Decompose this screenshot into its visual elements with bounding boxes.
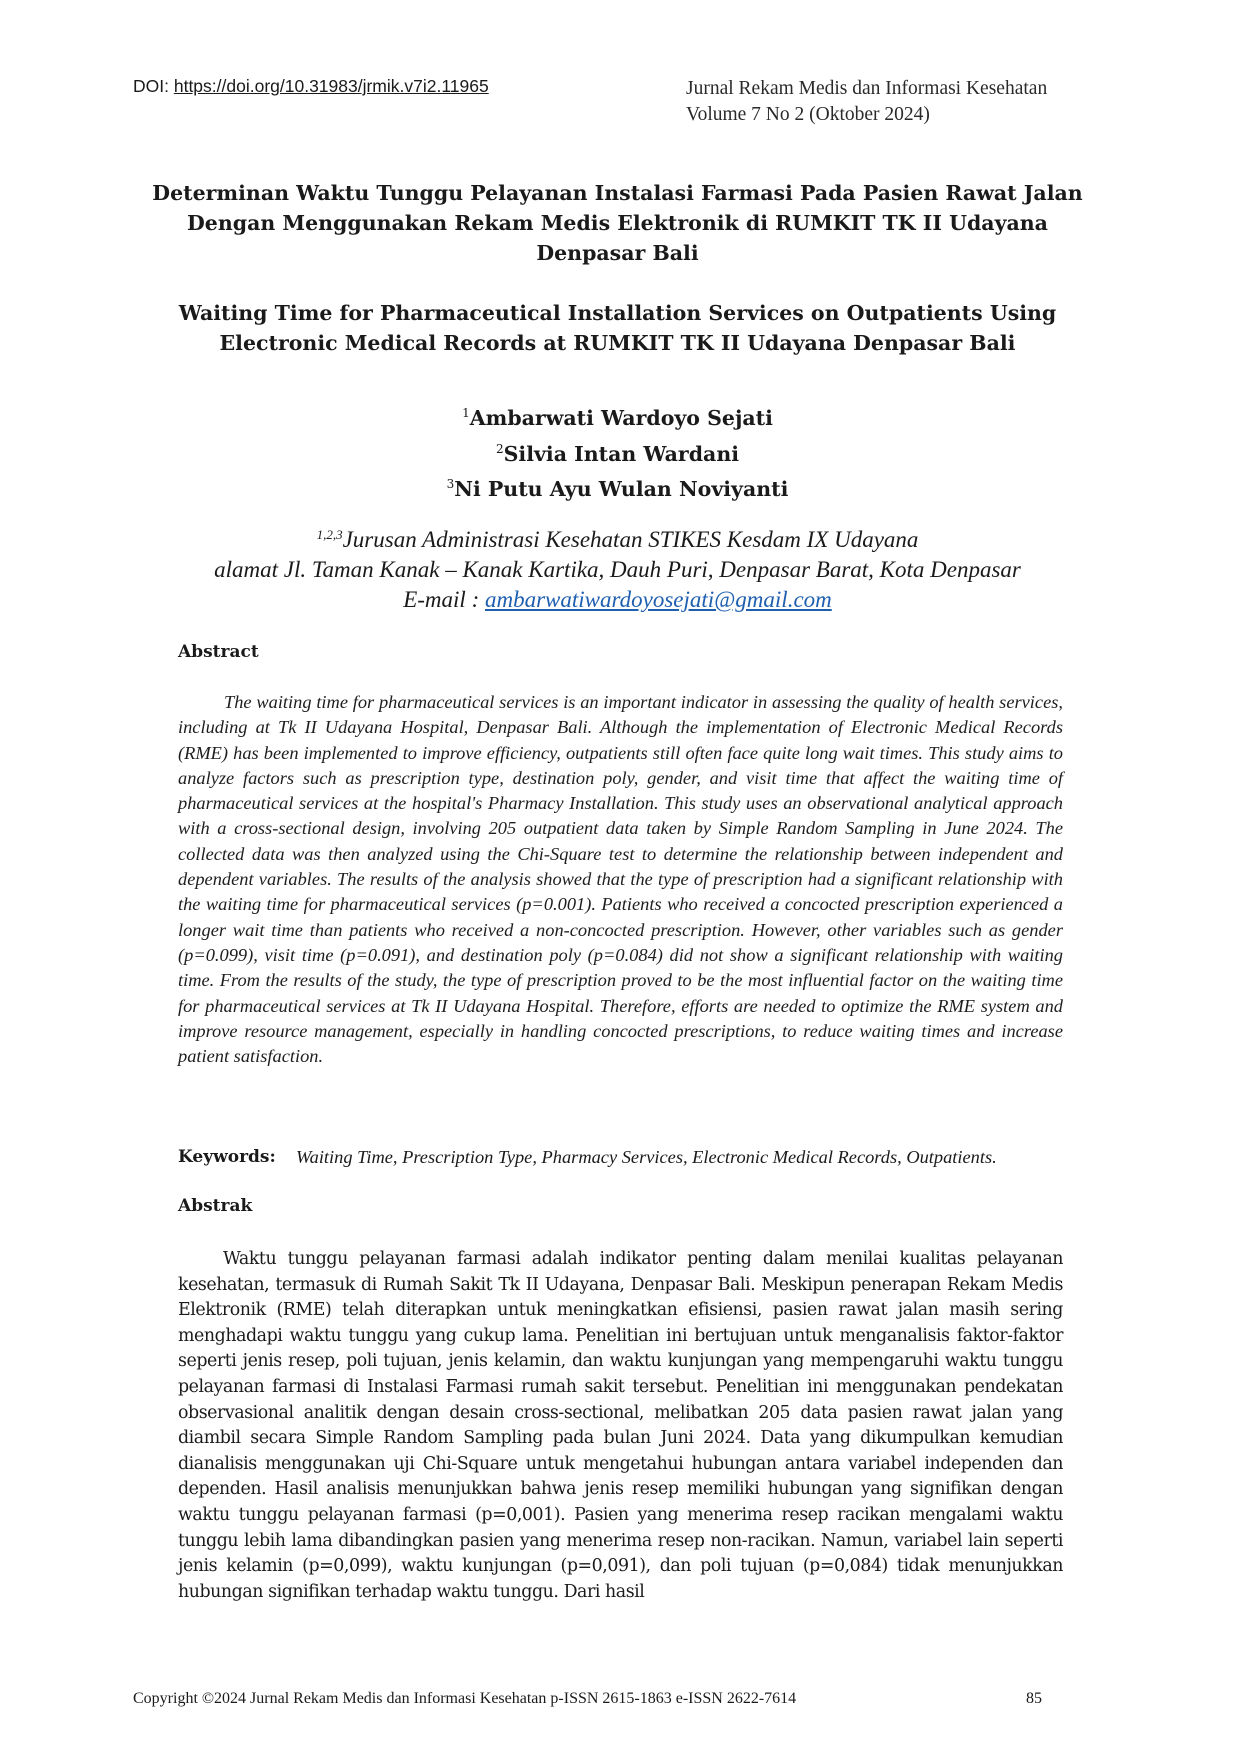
abstrak-heading: Abstrak (178, 1196, 253, 1216)
affiliation-email-line (150, 585, 1085, 615)
keywords-label: Keywords: (178, 1147, 276, 1167)
author (150, 469, 1085, 505)
abstract-heading: Abstract (178, 642, 259, 662)
author-name: Ambarwati Wardoyo Sejati (469, 406, 773, 430)
journal-volume: Volume 7 No 2 (Oktober 2024) (686, 104, 930, 125)
doi-line (133, 76, 489, 97)
affiliation (150, 520, 1085, 615)
author-superscript: 1 (462, 406, 470, 420)
author-list (150, 398, 1085, 505)
author (150, 434, 1085, 470)
journal-info (686, 76, 1047, 128)
affiliation-institution-line (150, 520, 1085, 555)
abstract-text: The waiting time for pharmaceutical services is an important indicator in assessing the quality of health services, including at Tk II Udayana Hospital, Denpasar Bali. Although the implementation of Electronic Medical Records (RME) has been implemented to improve efficiency, outpatients still often face quite long wait times. This study aims to analyze factors such as prescription type, destination poly, gender, and visit time that affect the waiting time of pharmaceutical services at the hospital's Pharmacy Installation. This study uses an observational analytical approach with a cross-sectional design, involving 205 outpatient data taken by Simple Random Sampling in June 2024. The collected data was then analyzed using the Chi-Square test to determine the relationship between independent and dependent variables. The results of the analysis showed that the type of prescription had a significant relationship with the waiting time for pharmaceutical services (p=0.001). Patients who received a concocted prescription experienced a longer wait time than patients who received a non-concocted prescription. However, other variables such as gender (p=0.099), visit time (p=0.091), and destination poly (p=0.084) did not show a significant relationship with waiting time. From the results of the study, the type of prescription proved to be the most influential factor on the waiting time for pharmaceutical services at Tk II Udayana Hospital. Therefore, efforts are needed to optimize the RME system and improve resource management, especially in handling concocted prescriptions, to reduce waiting times and increase patient satisfaction. (178, 692, 1063, 1067)
abstrak-text: Waktu tunggu pelayanan farmasi adalah indikator penting dalam menilai kualitas pelayanan kesehatan, termasuk di Rumah Sakit Tk II Udayana, Denpasar Bali. Meskipun penerapan Rekam Medis Elektronik (RME) telah diterapkan untuk meningkatkan efisiensi, pasien rawat jalan masih sering menghadapi waktu tunggu yang cukup lama. Penelitian ini bertujuan untuk menganalisis faktor-faktor seperti jenis resep, poli tujuan, jenis kelamin, dan waktu kunjungan yang mempengaruhi waktu tunggu pelayanan farmasi di Instalasi Farmasi rumah sakit tersebut. Penelitian ini menggunakan pendekatan observasional analitik dengan desain cross-sectional, melibatkan 205 data pasien rawat jalan yang diambil secara Simple Random Sampling pada bulan Juni 2024. Data yang dikumpulkan kemudian dianalisis menggunakan uji Chi-Square untuk mengetahui hubungan antara variabel independen dan dependen. Hasil analisis menunjukkan bahwa jenis resep memiliki hubungan yang signifikan dengan waktu tunggu pelayanan farmasi (p=0,001). Pasien yang menerima resep racikan mengalami waktu tunggu lebih lama dibandingkan pasien yang menerima resep non-racikan. Namun, variabel lain seperti jenis kelamin (p=0,099), waktu kunjungan (p=0,091), dan poli tujuan (p=0,084) tidak menunjukkan hubungan signifikan terhadap waktu tunggu. Dari hasil (178, 1249, 1063, 1602)
page-number: 85 (1026, 1690, 1042, 1707)
affiliation-superscript: 1,2,3 (316, 527, 343, 542)
email-link[interactable]: ambarwatiwardoyosejati@gmail.com (484, 587, 832, 612)
author-name: Silvia Intan Wardani (503, 441, 740, 466)
doi-label: DOI: (133, 76, 174, 96)
affiliation-address: alamat Jl. Taman Kanak – Kanak Kartika, Dauh Puri, Denpasar Barat, Kota Denpasar (214, 557, 1021, 582)
author-name: Ni Putu Ayu Wulan Noviyanti (454, 477, 789, 501)
title-indonesian: Determinan Waktu Tunggu Pelayanan Instalasi Farmasi Pada Pasien Rawat Jalan Dengan Menggunakan Rekam Medis Elektronik di RUMKIT TK II Udayana Denpasar Bali (152, 181, 1083, 265)
footer-copyright: Copyright ©2024 Jurnal Rekam Medis dan Informasi Kesehatan p-ISSN 2615-1863 e-ISSN 2622-7614 (133, 1690, 797, 1707)
keywords-text: Waiting Time, Prescription Type, Pharmacy Services, Electronic Medical Records, Outpatients. (296, 1147, 997, 1167)
author-superscript: 2 (495, 441, 504, 456)
journal-name: Jurnal Rekam Medis dan Informasi Kesehatan (686, 78, 1048, 99)
doi-link[interactable]: https://doi.org/10.31983/jrmik.v7i2.11965 (173, 76, 489, 96)
author-superscript: 3 (446, 477, 455, 491)
author (150, 398, 1085, 434)
email-label: E-mail : (403, 587, 485, 612)
affiliation-institution: Jurusan Administrasi Kesehatan STIKES Kesdam IX Udayana (342, 527, 919, 552)
title-english: Waiting Time for Pharmaceutical Installation Services on Outpatients Using Electronic Medical Records at RUMKIT TK II Udayana Denpasar Bali (178, 301, 1057, 355)
